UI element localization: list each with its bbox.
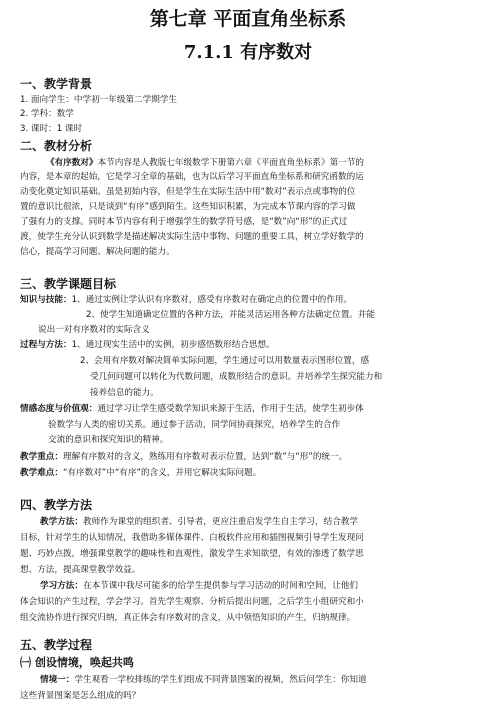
objective-line: 情感态度与价值观：通过学习让学生感受数学知识来源于生活，作用于生活，使学生初步体 <box>20 404 364 414</box>
method-line: 题、巧妙点拨，增强课堂教学的趣味性和直观性，激发学生求知欲望，有效的渗透了数学思 <box>20 549 364 559</box>
objective-line: 受几何问题可以转化为代数问题，成数形结合的意识。并培养学生探究能力和 <box>90 372 383 382</box>
method-line: 目标，针对学生的认知情况，我借助多媒体课件、白板软件应用和插图视频引导学生发现问 <box>20 533 364 543</box>
section-heading-background: 一、教学背景 <box>20 77 93 91</box>
scenario-label: 情境一： <box>40 675 75 685</box>
method-line: 教学方法：教师作为课堂的组织者、引导者，更应注重启发学生自主学习，结合教学 <box>40 517 358 527</box>
method-line: 组交流协作进行探究归纳，真正体会有序数对的含义，从中领悟知识的产生，归纳规律。 <box>20 613 356 623</box>
key-point-line: 教学重点：理解有序数对的含义，熟练用有序数对表示位置，达到“数”与“形”的统一。 <box>20 452 348 462</box>
objective-line: 过程与方法：1、通过现实生活中的实例，初步感悟数形结合思想。 <box>20 340 275 350</box>
scenario-line: 情境一：学生观看一学校排练的学生们组成不同背景图案的视频，然后问学生：你知道 <box>40 675 367 685</box>
background-item: 3. 课时：1 课时 <box>20 124 83 134</box>
paragraph-line: 信心，提高学习问题、解决问题的能力。 <box>20 247 175 257</box>
knowledge-label: 知识与技能： <box>20 295 72 305</box>
difficulty-label: 教学难点： <box>20 468 63 478</box>
difficulty-line: 教学难点：“有序数对”中“有序”的含义，并用它解决实际问题。 <box>20 468 262 478</box>
section-heading-methods: 四、教学方法 <box>20 498 93 512</box>
objective-line: 接养信息的能力。 <box>90 388 159 398</box>
key-point-label: 教学重点： <box>20 452 63 462</box>
background-item: 1. 面向学生：中学初一年级第二学期学生 <box>20 95 178 105</box>
section-heading-material-analysis: 二、教材分析 <box>20 139 93 153</box>
objective-line: 交流的意识和探究知识的精神。 <box>48 435 169 445</box>
method-line: 学习方法：在本节课中我尽可能多的给学生提供参与学习活动的时间和空间，让他们 <box>40 581 358 591</box>
lesson-title: 7.1.1 有序数对 <box>183 42 313 63</box>
background-item: 2. 学科：数学 <box>20 109 74 119</box>
scenario-line: 这些背景图案是怎么组成的吗？ <box>20 691 141 701</box>
subsection-heading: ㈠ 创设情境，唤起共鸣 <box>20 656 134 669</box>
paragraph-line: 《有序数对》本节内容是人教版七年级数学下册第六章《平面直角坐标系》第一节的 <box>46 158 364 168</box>
learning-method-label: 学习方法： <box>40 581 83 591</box>
process-label: 过程与方法： <box>20 340 72 350</box>
paragraph-line: 动变化奠定知识基础。虽是初始内容，但是学生在实际生活中用“数对”表示点或事物的位 <box>20 187 356 197</box>
objective-line: 知识与技能：1、通过实例让学认识有序数对，感受有序数对在确定点的位置中的作用。 <box>20 295 353 305</box>
chapter-title: 第七章 平面直角坐标系 <box>149 8 347 30</box>
section-heading-objectives: 三、教学课题目标 <box>20 277 117 291</box>
section-heading-process: 五、教学过程 <box>20 638 93 652</box>
objective-line: 2、使学生知道确定位置的各种方法，并能灵活运用各种方法确定位置。并能 <box>86 310 376 320</box>
teaching-method-label: 教学方法： <box>40 517 83 527</box>
method-line: 体会知识的产生过程，学会学习。首先学生观察、分析后提出问题，之后学生小组研究和小 <box>20 597 364 607</box>
attitude-label: 情感态度与价值观： <box>20 404 98 414</box>
objective-line: 说出一对有序数对的实际含义 <box>38 325 150 335</box>
method-line: 想、方法，提高课堂教学效益。 <box>20 565 141 575</box>
paragraph-line: 置的意识比很浓，只是谈到“有序”感到陌生。这些知识积累，为完成本节课内容的学习做 <box>20 202 356 212</box>
objective-line: 验数学与人类的密切关系。通过参于活动，同学间协商探究，培养学生的合作 <box>48 420 341 430</box>
paragraph-line: 内容，是本章的起始，它是学习全章的基础，也为以后学习平面直角坐标系和研究函数的运 <box>20 172 364 182</box>
paragraph-line: 了强有力的支撑。同时本节内容有利于增强学生的数学符号感，是“数”向“形”的正式过 <box>20 217 348 227</box>
paragraph-line: 渡，使学生充分认识到数学是描述解决实际生活中事物、问题的重要工具，树立学好数学的 <box>20 232 364 242</box>
book-title: 《有序数对》 <box>46 158 98 168</box>
objective-line: 2、会用有序数对解决简单实际问题，学生通过可以用数量表示图形位置，感 <box>80 356 370 366</box>
